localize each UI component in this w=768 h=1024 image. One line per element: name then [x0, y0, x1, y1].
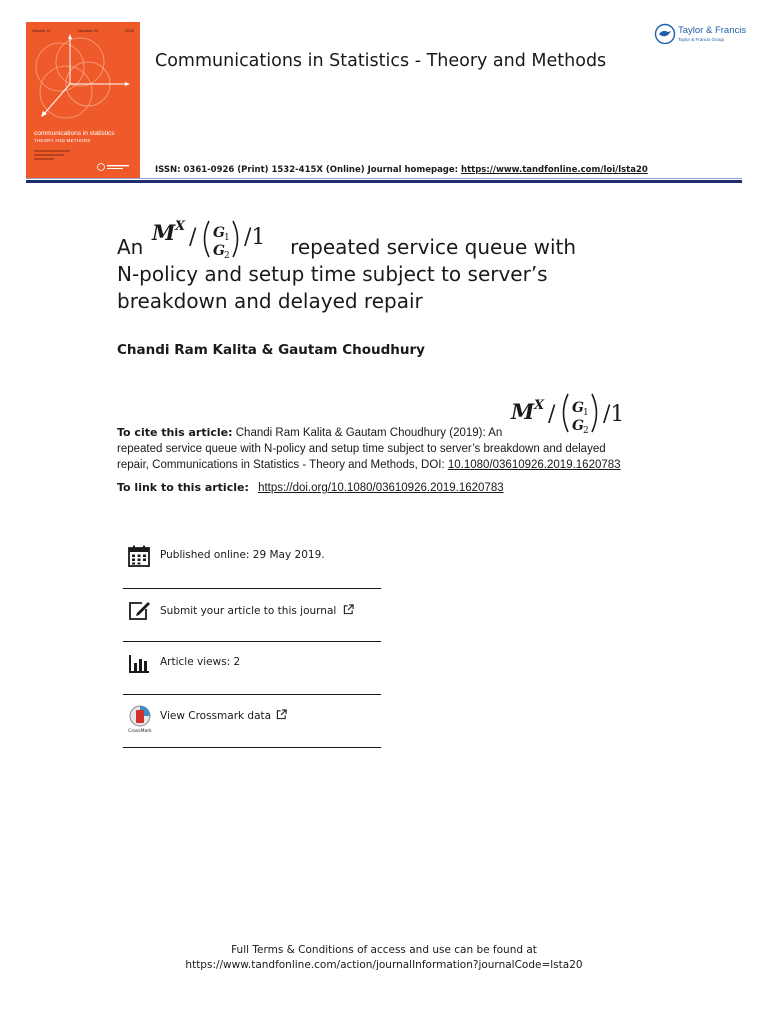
svg-text:/1: /1	[603, 402, 625, 427]
citation-text-1: Chandi Ram Kalita & Gautam Choudhury (2019): An	[235, 427, 503, 439]
svg-text:2: 2	[223, 251, 230, 261]
citation-text-2: repeated service queue with N-policy and setup time subject to server’s breakdown and delayed	[117, 443, 606, 455]
svg-text:1: 1	[223, 233, 230, 243]
citation-block	[117, 425, 657, 473]
title-line-2: N-policy and setup time subject to server’s	[117, 262, 548, 286]
header-divider	[26, 180, 742, 183]
svg-text:G: G	[572, 418, 584, 434]
calendar-icon	[127, 544, 151, 568]
publisher-name: Taylor & Francis	[678, 25, 747, 36]
svg-text:M: M	[511, 399, 535, 424]
svg-text:X: X	[534, 398, 545, 413]
title-prefix: An	[117, 235, 144, 259]
svg-text:/1: /1	[243, 225, 266, 250]
crossmark-label: View Crossmark data	[160, 710, 272, 722]
article-title	[117, 215, 657, 315]
crossmark-item[interactable]	[123, 695, 381, 748]
journal-cover-image	[26, 22, 140, 178]
cover-publisher-logo	[96, 162, 132, 172]
citation-label: To cite this article:	[117, 426, 233, 439]
article-doi-url[interactable]: https://doi.org/10.1080/03610926.2019.1620783	[258, 482, 504, 494]
svg-text:G: G	[212, 225, 225, 241]
footer-terms-link[interactable]: https://www.tandfonline.com/action/journalInformation?journalCode=lsta20	[185, 959, 583, 971]
bar-chart-icon	[127, 652, 151, 676]
crossmark-link[interactable]	[160, 709, 287, 722]
svg-text:X: X	[174, 219, 185, 234]
svg-text:1: 1	[583, 408, 589, 418]
svg-text:G: G	[212, 243, 225, 259]
article-authors: Chandi Ram Kalita & Gautam Choudhury	[117, 342, 425, 358]
cover-volume: Volume 47	[32, 28, 51, 33]
issn-text: ISSN: 0361-0926 (Print) 1532-415X (Online) Journal homepage:	[155, 165, 459, 175]
svg-text:M: M	[151, 220, 175, 245]
publisher-group: Taylor & Francis Group	[678, 37, 725, 42]
article-info-list	[123, 536, 381, 748]
submit-article-link[interactable]	[160, 604, 354, 617]
link-to-article	[117, 481, 504, 494]
article-views-label: Article views: 2	[160, 656, 241, 668]
publisher-logo[interactable]	[654, 22, 746, 48]
external-link-icon	[343, 604, 354, 615]
svg-text:2: 2	[583, 426, 589, 436]
svg-text:G: G	[572, 400, 584, 416]
footer-terms	[0, 943, 768, 973]
header-divider-thin	[26, 178, 742, 179]
journal-homepage-link[interactable]: https://www.tandfonline.com/loi/lsta20	[461, 165, 648, 175]
crossmark-caption: CrossMark	[128, 729, 152, 733]
crossmark-icon	[127, 705, 153, 733]
cover-number: Number 24	[78, 28, 98, 33]
submit-article-label: Submit your article to this journal	[160, 605, 337, 617]
svg-text:/: /	[188, 225, 197, 250]
citation-text-3: repair, Communications in Statistics - Theory and Methods, DOI:	[117, 459, 445, 471]
cover-fine-print	[34, 150, 74, 160]
external-link-icon	[276, 709, 287, 720]
cover-subtitle: THEORY AND METHODS	[34, 138, 91, 143]
title-line-3: breakdown and delayed repair	[117, 289, 423, 313]
title-rest-line-1: repeated service queue with	[290, 235, 577, 259]
citation-doi-link[interactable]: 10.1080/03610926.2019.1620783	[447, 459, 621, 471]
svg-text:/: /	[548, 402, 556, 427]
edit-icon	[127, 599, 151, 623]
cover-title: communications in statistics	[34, 130, 115, 137]
submit-article-item[interactable]	[123, 589, 381, 642]
journal-title: Communications in Statistics - Theory and Methods	[155, 51, 607, 71]
published-online-item	[123, 536, 381, 589]
published-online-label: Published online: 29 May 2019.	[160, 549, 325, 561]
article-views-item	[123, 642, 381, 695]
title-math-formula	[150, 215, 284, 267]
footer-line-1: Full Terms & Conditions of access and use can be found at	[231, 944, 537, 956]
link-label: To link to this article:	[117, 481, 249, 494]
issn-line	[155, 165, 648, 175]
publisher-logo-icon	[654, 22, 676, 44]
cover-year: 2018	[125, 28, 134, 33]
